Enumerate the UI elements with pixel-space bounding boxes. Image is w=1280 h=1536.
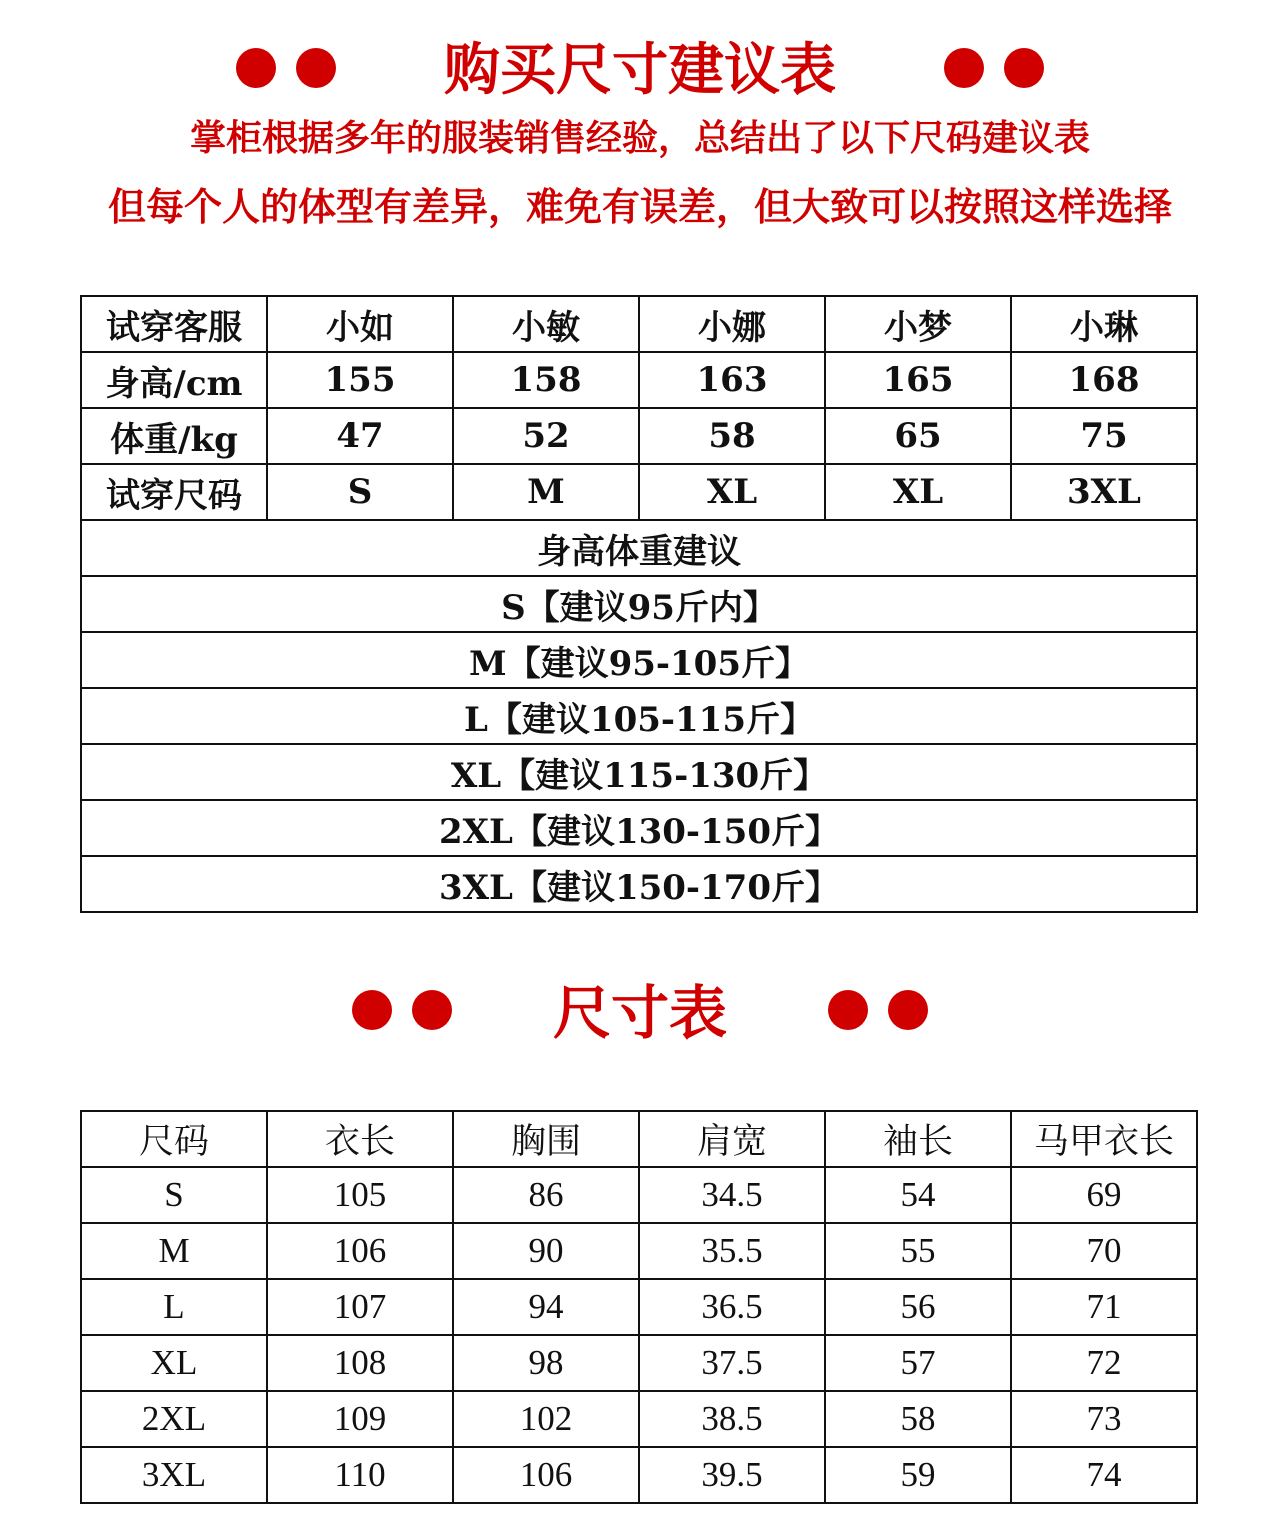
- table-row: [81, 1335, 1197, 1391]
- size-table-section: [80, 1110, 1198, 1504]
- table-cell: 小敏: [453, 296, 639, 352]
- table-cell: 试穿客服: [81, 296, 267, 352]
- table-row: [81, 352, 1197, 408]
- table-cell: 158: [453, 352, 639, 408]
- table-cell: 小如: [267, 296, 453, 352]
- table-row: [81, 1391, 1197, 1447]
- advice-item: S【建议95斤内】: [81, 576, 1197, 632]
- advice-title: 身高体重建议: [81, 520, 1197, 576]
- table-cell: 106: [453, 1447, 639, 1503]
- table-cell: 105: [267, 1167, 453, 1223]
- table-cell: 106: [267, 1223, 453, 1279]
- table-cell: 155: [267, 352, 453, 408]
- table-cell: 36.5: [639, 1279, 825, 1335]
- table-cell: 袖长: [825, 1111, 1011, 1167]
- table-cell: 56: [825, 1279, 1011, 1335]
- table-cell: 尺码: [81, 1111, 267, 1167]
- table-row: [81, 688, 1197, 744]
- table-row: [81, 1447, 1197, 1503]
- table-row: [81, 464, 1197, 520]
- table-cell: 试穿尺码: [81, 464, 267, 520]
- table-cell: 体重/kg: [81, 408, 267, 464]
- table-row: [81, 800, 1197, 856]
- table-row: [81, 1111, 1197, 1167]
- table-cell: 小琳: [1011, 296, 1197, 352]
- table-cell: 3XL: [1011, 464, 1197, 520]
- table-row: [81, 856, 1197, 912]
- table-cell: 107: [267, 1279, 453, 1335]
- table-cell: L: [81, 1279, 267, 1335]
- table-cell: 71: [1011, 1279, 1197, 1335]
- advice-item: M【建议95-105斤】: [81, 632, 1197, 688]
- table-cell: 90: [453, 1223, 639, 1279]
- table-cell: 57: [825, 1335, 1011, 1391]
- table-row: [81, 576, 1197, 632]
- table-cell: 2XL: [81, 1391, 267, 1447]
- table-cell: 65: [825, 408, 1011, 464]
- table-cell: XL: [639, 464, 825, 520]
- size-table-title: 尺寸表: [552, 979, 727, 1047]
- table-cell: M: [453, 464, 639, 520]
- table-cell: XL: [825, 464, 1011, 520]
- table-row: [81, 520, 1197, 576]
- table-cell: 58: [639, 408, 825, 464]
- table-cell: 37.5: [639, 1335, 825, 1391]
- table-cell: 165: [825, 352, 1011, 408]
- table-cell: 163: [639, 352, 825, 408]
- recommendation-table-section: [80, 295, 1198, 913]
- advice-item: 3XL【建议150-170斤】: [81, 856, 1197, 912]
- table-cell: 肩宽: [639, 1111, 825, 1167]
- page-title: 购买尺寸建议表: [444, 37, 836, 103]
- table-row: [81, 1279, 1197, 1335]
- recommendation-table: [80, 295, 1198, 913]
- table-cell: XL: [81, 1335, 267, 1391]
- table-cell: 34.5: [639, 1167, 825, 1223]
- table-cell: 98: [453, 1335, 639, 1391]
- table-cell: 72: [1011, 1335, 1197, 1391]
- table-cell: 102: [453, 1391, 639, 1447]
- table-cell: 3XL: [81, 1447, 267, 1503]
- table-cell: 小梦: [825, 296, 1011, 352]
- table-cell: 38.5: [639, 1391, 825, 1447]
- table-row: [81, 744, 1197, 800]
- table-cell: 73: [1011, 1391, 1197, 1447]
- table-cell: 身高/cm: [81, 352, 267, 408]
- advice-item: XL【建议115-130斤】: [81, 744, 1197, 800]
- table-row: [81, 632, 1197, 688]
- table-row: [81, 296, 1197, 352]
- table-cell: 58: [825, 1391, 1011, 1447]
- table-cell: 75: [1011, 408, 1197, 464]
- table-row: [81, 1167, 1197, 1223]
- table-cell: 69: [1011, 1167, 1197, 1223]
- table-row: [81, 1223, 1197, 1279]
- table-cell: 59: [825, 1447, 1011, 1503]
- table-cell: 35.5: [639, 1223, 825, 1279]
- table-cell: 110: [267, 1447, 453, 1503]
- table-cell: 54: [825, 1167, 1011, 1223]
- advice-item: L【建议105-115斤】: [81, 688, 1197, 744]
- table-row: [81, 408, 1197, 464]
- table-cell: 70: [1011, 1223, 1197, 1279]
- table-cell: 94: [453, 1279, 639, 1335]
- table-cell: 86: [453, 1167, 639, 1223]
- advice-item: 2XL【建议130-150斤】: [81, 800, 1197, 856]
- table-cell: 55: [825, 1223, 1011, 1279]
- table-cell: 马甲衣长: [1011, 1111, 1197, 1167]
- table-cell: 47: [267, 408, 453, 464]
- size-table: [80, 1110, 1198, 1504]
- table-cell: 衣长: [267, 1111, 453, 1167]
- table-cell: 小娜: [639, 296, 825, 352]
- table-cell: 109: [267, 1391, 453, 1447]
- table-cell: 39.5: [639, 1447, 825, 1503]
- table-cell: M: [81, 1223, 267, 1279]
- table-cell: S: [81, 1167, 267, 1223]
- table-cell: 胸围: [453, 1111, 639, 1167]
- subtitle-line-2: 但每个人的体型有差异，难免有误差，但大致可以按照这样选择: [107, 184, 1172, 229]
- table-cell: S: [267, 464, 453, 520]
- table-cell: 74: [1011, 1447, 1197, 1503]
- table-cell: 108: [267, 1335, 453, 1391]
- table-cell: 168: [1011, 352, 1197, 408]
- table-cell: 52: [453, 408, 639, 464]
- subtitle-line-1: 掌柜根据多年的服装销售经验，总结出了以下尺码建议表: [189, 117, 1090, 159]
